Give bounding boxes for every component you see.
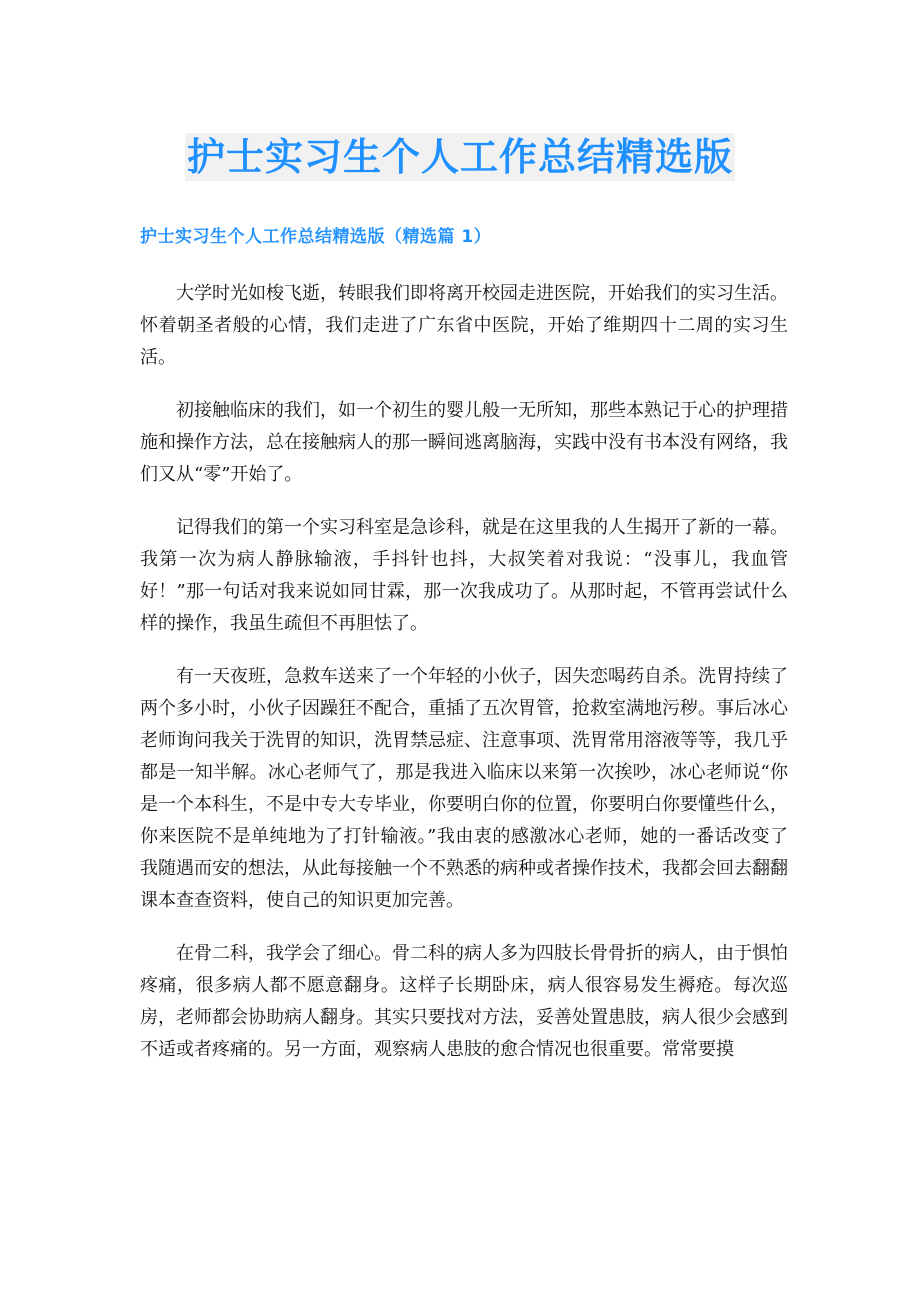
paragraph-3: 记得我们的第一个实习科室是急诊科，就是在这里我的人生揭开了新的一幕。我第一次为病人静脉输液，手抖针也抖，大叔笑着对我说：“没事儿，我血管好！”那一句话对我来说如同甘霖，那一次我成功了。从那时起，不管再尝试什么样的操作，我虽生疏但不再胆怯了。: [140, 517, 788, 634]
document-body: [140, 278, 788, 1087]
title-container: [0, 133, 920, 181]
section-heading: 护士实习生个人工作总结精选版（精选篇 1）: [140, 227, 492, 247]
paragraph-4: 有一天夜班，急救车送来了一个年轻的小伙子，因失恋喝药自杀。洗胃持续了两个多小时，小伙子因躁狂不配合，重插了五次胃管，抢救室满地污秽。事后冰心老师询问我关于洗胃的知识，洗胃禁忌症、注意事项、洗胃常用溶液等等，我几乎都是一知半解。冰心老师气了，那是我进入临床以来第一次挨吵，冰心老师说“你是一个本科生，不是中专大专毕业，你要明白你的位置，你要明白你要懂些什么，你来医院不是单纯地为了打针输液。”我由衷的感激冰心老师，她的一番话改变了我随遇而安的想法，从此每接触一个不熟悉的病种或者操作技术，我都会回去翻翻课本查查资料，使自己的知识更加完善。: [140, 666, 788, 911]
document-title: 护士实习生个人工作总结精选版: [186, 135, 733, 179]
paragraph-2: 初接触临床的我们，如一个初生的婴儿般一无所知，那些本熟记于心的护理措施和操作方法，总在接触病人的那一瞬间逃离脑海，实践中没有书本没有网络，我们又从“零”开始了。: [140, 400, 788, 485]
paragraph-1: 大学时光如梭飞逝，转眼我们即将离开校园走进医院，开始我们的实习生活。怀着朝圣者般的心情，我们走进了广东省中医院，开始了维期四十二周的实习生活。: [140, 283, 788, 368]
paragraph-5: 在骨二科，我学会了细心。骨二科的病人多为四肢长骨骨折的病人，由于惧怕疼痛，很多病人都不愿意翻身。这样子长期卧床，病人很容易发生褥疮。每次巡房，老师都会协助病人翻身。其实只要找对方法，妥善处置患肢，病人很少会感到不适或者疼痛的。另一方面，观察病人患肢的愈合情况也很重要。常常要摸: [140, 943, 788, 1060]
